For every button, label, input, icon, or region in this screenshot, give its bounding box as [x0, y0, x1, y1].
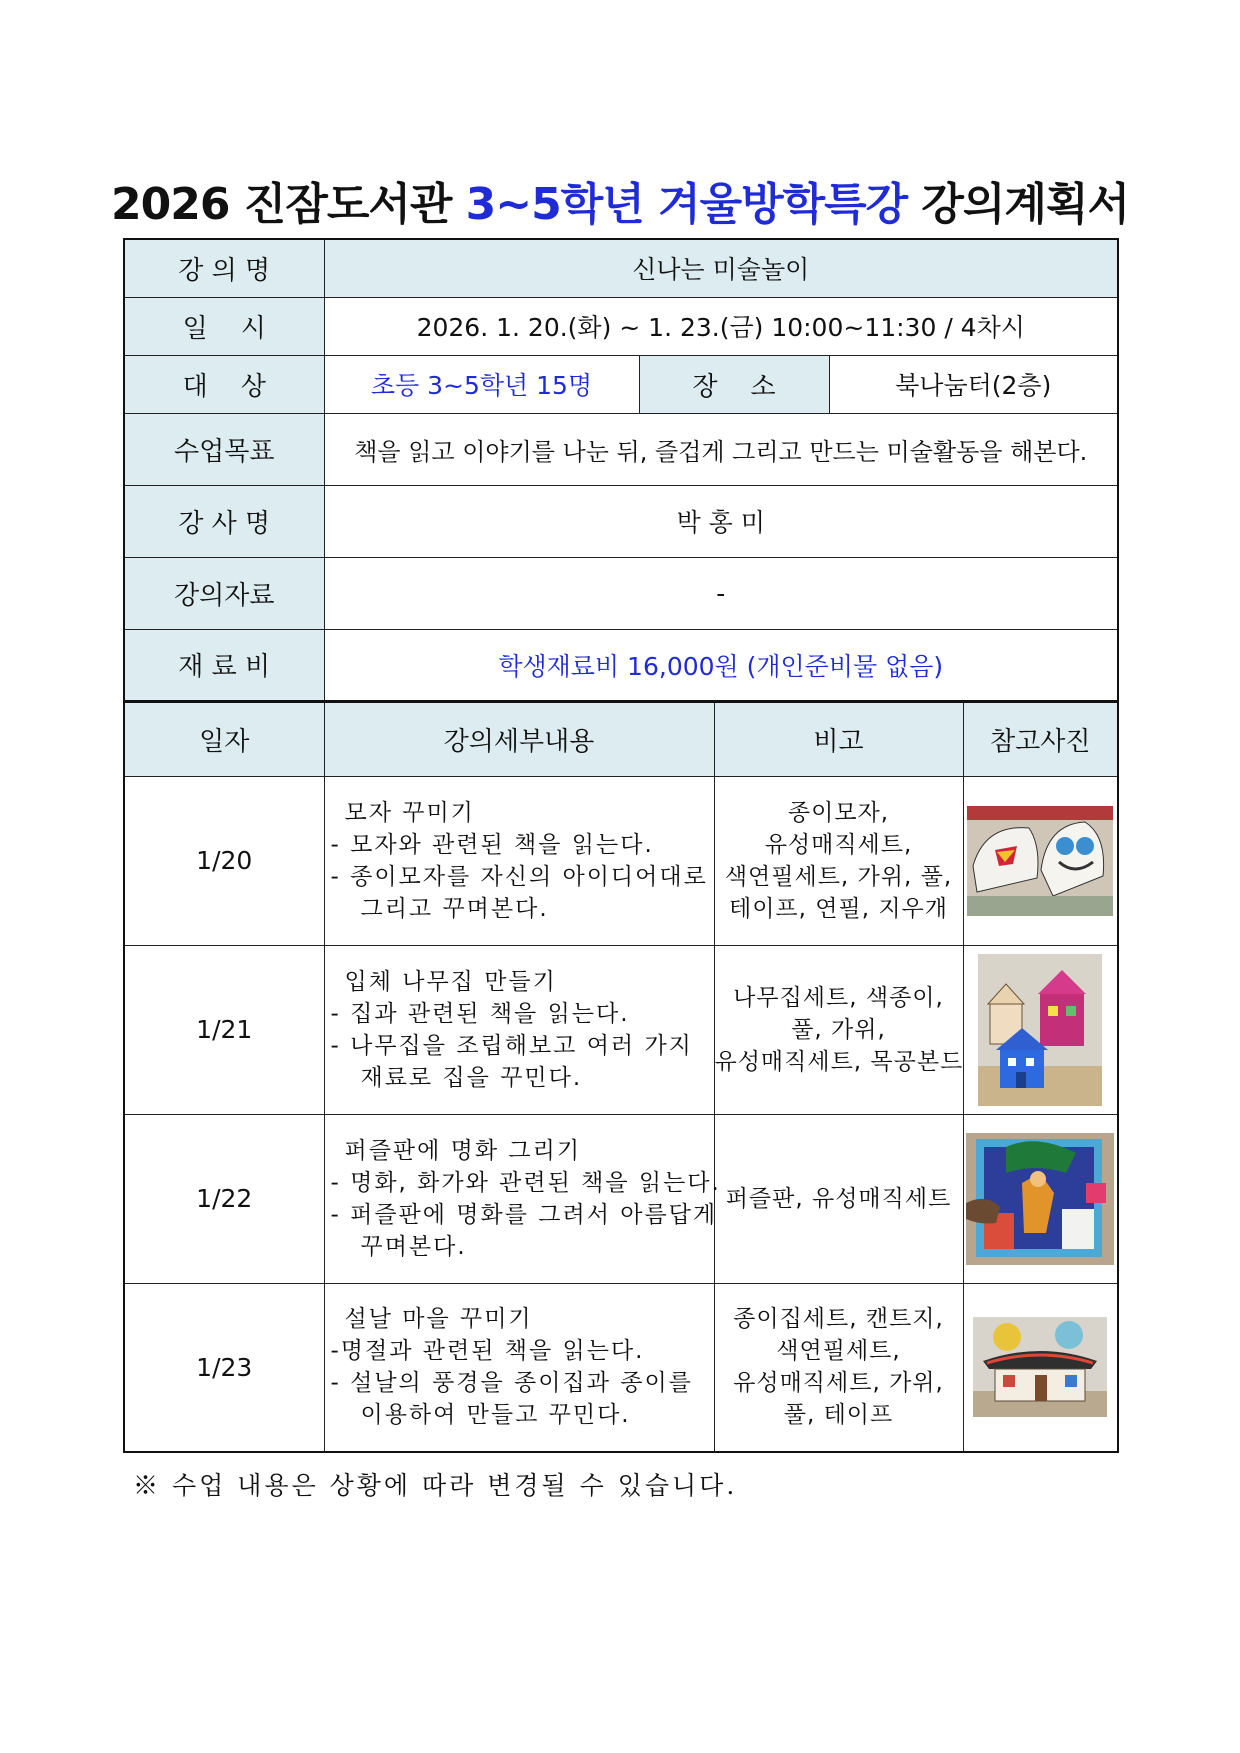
paper-village-photo [973, 1317, 1107, 1417]
row-content-title: 설날 마을 꾸미기 [344, 1306, 533, 1333]
row-content-line: -명절과 관련된 책을 읽는다. [330, 1338, 645, 1365]
row-note-line: 유성매직세트, 목공본드 [714, 1048, 964, 1075]
row-photo [963, 1114, 1118, 1283]
row-content-title: 입체 나무집 만들기 [344, 968, 557, 995]
course-info-table [123, 238, 1119, 702]
row-note [714, 1283, 963, 1452]
row-note-line: 색연필세트, [776, 1338, 901, 1365]
row-date: 1/23 [124, 1283, 324, 1452]
schedule-value: 2026. 1. 20.(화) ~ 1. 23.(금) 10:00~11:30 / 4차시 [324, 297, 1118, 355]
fee-label: 재 료 비 [124, 629, 324, 701]
paper-hat-photo [967, 806, 1113, 916]
row-note-line: 색연필세트, 가위, 풀, [724, 863, 953, 890]
row-photo [963, 1283, 1118, 1452]
place-label: 장 소 [639, 355, 829, 413]
material-label: 강의자료 [124, 557, 324, 629]
table-row [124, 1114, 1118, 1283]
row-content-line: - 모자와 관련된 책을 읽는다. [330, 831, 654, 858]
material-value: - [324, 557, 1118, 629]
row-content [324, 1114, 721, 1283]
row-note-line: 풀, 가위, [791, 1016, 886, 1043]
row-content-line: - 집과 관련된 책을 읽는다. [330, 1000, 630, 1027]
row-date: 1/21 [124, 945, 324, 1114]
header-date: 일자 [124, 702, 324, 776]
row-content-line: 꾸며본다. [360, 1233, 467, 1260]
wooden-house-photo [978, 954, 1102, 1106]
target-label: 대 상 [124, 355, 324, 413]
row-content-line: - 명화, 화가와 관련된 책을 읽는다. [330, 1169, 721, 1196]
goal-label: 수업목표 [124, 413, 324, 485]
page-title [0, 168, 1240, 232]
row-content [324, 1283, 714, 1452]
row-note-line: 종이모자, [787, 799, 890, 826]
instructor-label: 강 사 명 [124, 485, 324, 557]
table-row [124, 1283, 1118, 1452]
row-note [714, 776, 963, 945]
row-content-line: - 퍼즐판에 명화를 그려서 아름답게 [330, 1201, 718, 1228]
row-note-line: 유성매직세트, 가위, [733, 1370, 944, 1397]
puzzle-painting-photo [966, 1133, 1114, 1265]
title-highlight: 3~5학년 겨울방학특강 [465, 179, 908, 230]
row-content-line: 그리고 꾸며본다. [360, 895, 549, 922]
row-content-line: - 종이모자를 자신의 아이디어대로 [330, 863, 708, 890]
fee-value: 학생재료비 16,000원 (개인준비물 없음) [324, 629, 1118, 701]
footnote: ※ 수업 내용은 상황에 따라 변경될 수 있습니다. [133, 1471, 738, 1500]
title-part1: 2026 진잠도서관 [111, 179, 466, 230]
row-note [714, 945, 963, 1114]
place-value: 북나눔터(2층) [829, 355, 1118, 413]
row-content-title: 퍼즐판에 명화 그리기 [344, 1137, 582, 1164]
table-row [124, 776, 1118, 945]
row-content-title: 모자 꾸미기 [344, 799, 475, 826]
row-content-line: - 설날의 풍경을 종이집과 종이를 [330, 1370, 693, 1397]
row-content-line: 이용하여 만들고 꾸민다. [360, 1402, 631, 1429]
table-row [124, 945, 1118, 1114]
lesson-detail-table [123, 701, 1119, 1453]
row-photo [963, 776, 1118, 945]
course-name-value: 신나는 미술놀이 [324, 239, 1118, 297]
row-content [324, 945, 714, 1114]
schedule-label: 일 시 [124, 297, 324, 355]
row-note-line: 풀, 테이프 [783, 1402, 894, 1429]
course-name-label: 강 의 명 [124, 239, 324, 297]
header-content: 강의세부내용 [324, 702, 714, 776]
row-note-line: 퍼즐판, 유성매직세트 [725, 1185, 952, 1212]
row-note-line: 테이프, 연필, 지우개 [729, 895, 948, 922]
row-date: 1/20 [124, 776, 324, 945]
row-note [714, 1114, 963, 1283]
row-content-line: 재료로 집을 꾸민다. [360, 1064, 583, 1091]
instructor-value: 박 홍 미 [324, 485, 1118, 557]
row-photo [963, 945, 1118, 1114]
header-note: 비고 [714, 702, 963, 776]
header-photo: 참고사진 [963, 702, 1118, 776]
row-note-line: 유성매직세트, [764, 831, 913, 858]
target-value: 초등 3~5학년 15명 [324, 355, 639, 413]
goal-value: 책을 읽고 이야기를 나눈 뒤, 즐겁게 그리고 만드는 미술활동을 해본다. [324, 413, 1118, 485]
title-part3: 강의계획서 [907, 179, 1129, 230]
row-content [324, 776, 714, 945]
row-content-line: - 나무집을 조립해보고 여러 가지 [330, 1032, 693, 1059]
row-note-line: 종이집세트, 캔트지, [733, 1306, 944, 1333]
row-date: 1/22 [124, 1114, 324, 1283]
row-note-line: 나무집세트, 색종이, [733, 984, 944, 1011]
